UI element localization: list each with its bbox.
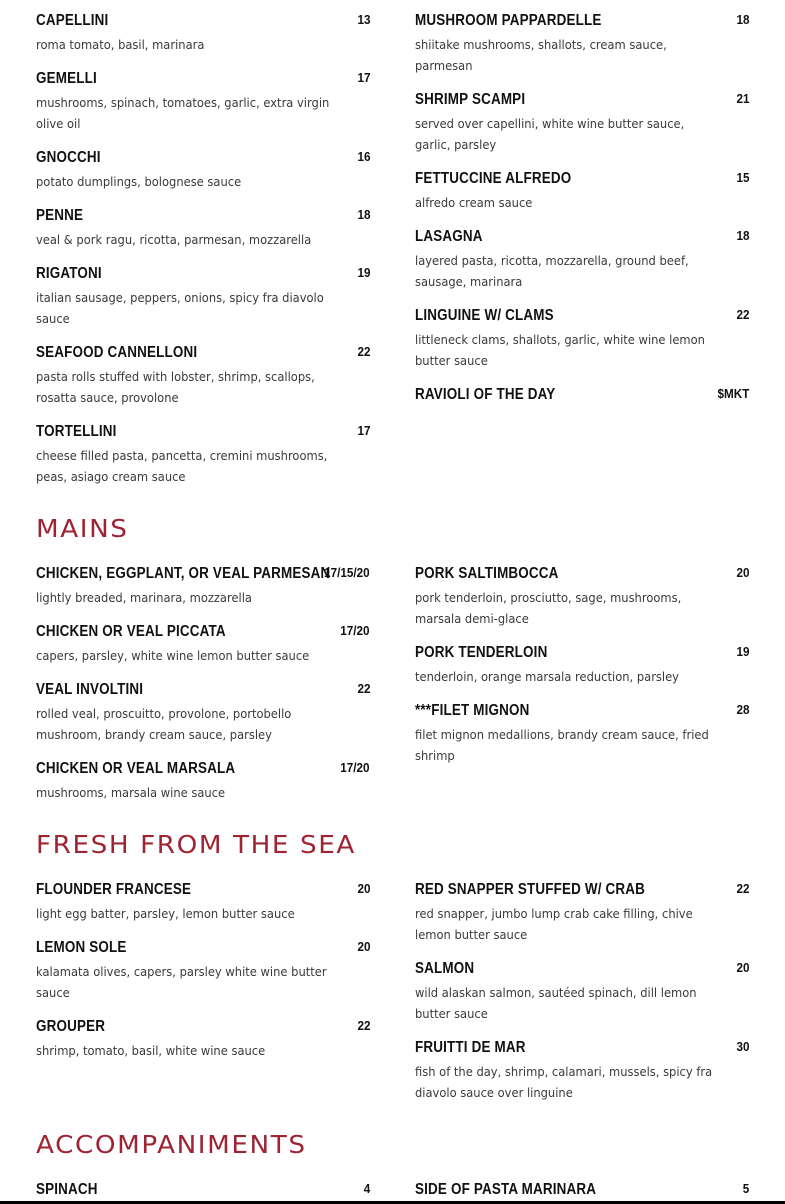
item-price: 22 (735, 307, 749, 322)
item-description: filet mignon medallions, brandy cream sauce, fried shrimp (415, 727, 709, 763)
menu-item (415, 11, 749, 76)
item-name: FRUITTI DE MAR (415, 1039, 526, 1056)
item-price: 18 (356, 207, 370, 222)
item-price: 19 (735, 644, 749, 659)
menu-item (415, 880, 749, 945)
menu-item (36, 343, 370, 408)
menu-item (36, 680, 370, 745)
item-price: 20 (356, 881, 370, 896)
item-name: VEAL INVOLTINI (36, 681, 144, 698)
item-price: 21 (735, 91, 749, 106)
item-price: 22 (356, 1018, 370, 1033)
item-description: served over capellini, white wine butter sauce, garlic, parsley (415, 116, 685, 152)
item-name: SIDE OF PASTA MARINARA (415, 1181, 597, 1198)
menu-item (36, 206, 370, 250)
item-price: 28 (735, 702, 749, 717)
item-name: CHICKEN OR VEAL PICCATA (36, 623, 226, 640)
item-description: potato dumplings, bolognese sauce (36, 174, 242, 189)
menu-item (36, 148, 370, 192)
menu-item (415, 701, 749, 766)
item-description: wild alaskan salmon, sautéed spinach, dill lemon butter sauce (415, 985, 697, 1021)
item-description: fish of the day, shrimp, calamari, mussels, spicy fra diavolo sauce over linguine (415, 1064, 713, 1100)
item-description: capers, parsley, white wine lemon butter sauce (36, 648, 310, 663)
menu-item (36, 880, 370, 924)
menu-item (415, 643, 749, 687)
item-price: 20 (735, 565, 749, 580)
menu-item (415, 306, 749, 371)
item-description: italian sausage, peppers, onions, spicy fra diavolo sauce (36, 290, 324, 326)
item-description: layered pasta, ricotta, mozzarella, ground beef, sausage, marinara (415, 253, 689, 289)
menu-item (36, 622, 370, 666)
item-price: 30 (735, 1039, 749, 1054)
item-name: TORTELLINI (36, 423, 117, 440)
item-name: RED SNAPPER STUFFED W/ CRAB (415, 881, 646, 898)
menu-item (415, 1038, 749, 1103)
item-description: shiitake mushrooms, shallots, cream sauce, parmesan (415, 37, 667, 73)
menu-item (415, 385, 749, 405)
item-description: red snapper, jumbo lump crab cake filling, chive lemon butter sauce (415, 906, 693, 942)
item-description: roma tomato, basil, marinara (36, 37, 205, 52)
item-description: pork tenderloin, prosciutto, sage, mushrooms, marsala demi-glace (415, 590, 682, 626)
item-name: SEAFOOD CANNELLONI (36, 344, 198, 361)
item-description: mushrooms, spinach, tomatoes, garlic, extra virgin olive oil (36, 95, 330, 131)
item-description: rolled veal, proscuitto, provolone, portobello mushroom, brandy cream sauce, parsley (36, 706, 292, 742)
menu-item (36, 422, 370, 487)
item-description: lightly breaded, marinara, mozzarella (36, 590, 252, 605)
item-price: 17/20 (340, 623, 370, 638)
item-name: PORK SALTIMBOCCA (415, 565, 559, 582)
item-description: cheese filled pasta, pancetta, cremini mushrooms, peas, asiago cream sauce (36, 448, 328, 484)
menu-item (36, 938, 370, 1003)
item-name: PENNE (36, 207, 84, 224)
item-price: 22 (356, 344, 370, 359)
section-title-sea: FRESH FROM THE SEA (36, 830, 356, 859)
item-description: veal & pork ragu, ricotta, parmesan, mozzarella (36, 232, 312, 247)
item-name: PORK TENDERLOIN (415, 644, 548, 661)
item-description: alfredo cream sauce (415, 195, 533, 210)
item-price: 20 (356, 939, 370, 954)
item-name: GNOCCHI (36, 149, 101, 166)
item-name: CHICKEN, EGGPLANT, OR VEAL PARMESAN (36, 565, 331, 582)
item-price: 18 (735, 228, 749, 243)
item-name: SALMON (415, 960, 475, 977)
item-name: GEMELLI (36, 70, 97, 87)
item-price: 15 (735, 170, 749, 185)
item-price: $MKT (717, 386, 749, 401)
item-name: LASAGNA (415, 228, 483, 245)
menu-item (36, 11, 370, 55)
item-description: mushrooms, marsala wine sauce (36, 785, 226, 800)
menu-item (415, 564, 749, 629)
section-title-accompaniments: ACCOMPANIMENTS (36, 1130, 307, 1159)
menu-item (415, 227, 749, 292)
item-price: 17 (356, 70, 370, 85)
item-price: 16 (356, 149, 370, 164)
item-name: SPINACH (36, 1181, 98, 1198)
item-description: littleneck clams, shallots, garlic, white wine lemon butter sauce (415, 332, 705, 368)
item-name: FETTUCCINE ALFREDO (415, 170, 572, 187)
item-name: LINGUINE W/ CLAMS (415, 307, 554, 324)
item-description: light egg batter, parsley, lemon butter sauce (36, 906, 295, 921)
item-price: 22 (356, 681, 370, 696)
item-description: shrimp, tomato, basil, white wine sauce (36, 1043, 266, 1058)
menu-item (415, 169, 749, 213)
item-price: 17 (356, 423, 370, 438)
item-price: 18 (735, 12, 749, 27)
item-name: GROUPER (36, 1018, 106, 1035)
menu-item (36, 1180, 370, 1200)
item-name: CAPELLINI (36, 12, 109, 29)
item-price: 17/15/20 (324, 565, 370, 580)
item-description: kalamata olives, capers, parsley white wine butter sauce (36, 964, 327, 1000)
menu-item (36, 264, 370, 329)
menu-item (36, 69, 370, 134)
section-title-mains: MAINS (36, 514, 129, 543)
item-name: RAVIOLI OF THE DAY (415, 386, 556, 403)
menu-item (415, 959, 749, 1024)
menu-item (36, 564, 370, 608)
item-price: 17/20 (340, 760, 370, 775)
menu-item (415, 1180, 749, 1200)
item-price: 20 (735, 960, 749, 975)
menu-item (36, 759, 370, 803)
item-name: ***FILET MIGNON (415, 702, 530, 719)
item-name: MUSHROOM PAPPARDELLE (415, 12, 602, 29)
menu-item (36, 1017, 370, 1061)
item-price: 13 (356, 12, 370, 27)
item-name: RIGATONI (36, 265, 102, 282)
item-description: tenderloin, orange marsala reduction, parsley (415, 669, 679, 684)
item-name: LEMON SOLE (36, 939, 127, 956)
item-price: 22 (735, 881, 749, 896)
item-name: FLOUNDER FRANCESE (36, 881, 192, 898)
item-name: SHRIMP SCAMPI (415, 91, 526, 108)
item-price: 5 (742, 1181, 749, 1196)
item-price: 4 (363, 1181, 370, 1196)
item-price: 19 (356, 265, 370, 280)
item-description: pasta rolls stuffed with lobster, shrimp, scallops, rosatta sauce, provolone (36, 369, 315, 405)
menu-item (415, 90, 749, 155)
item-name: CHICKEN OR VEAL MARSALA (36, 760, 236, 777)
